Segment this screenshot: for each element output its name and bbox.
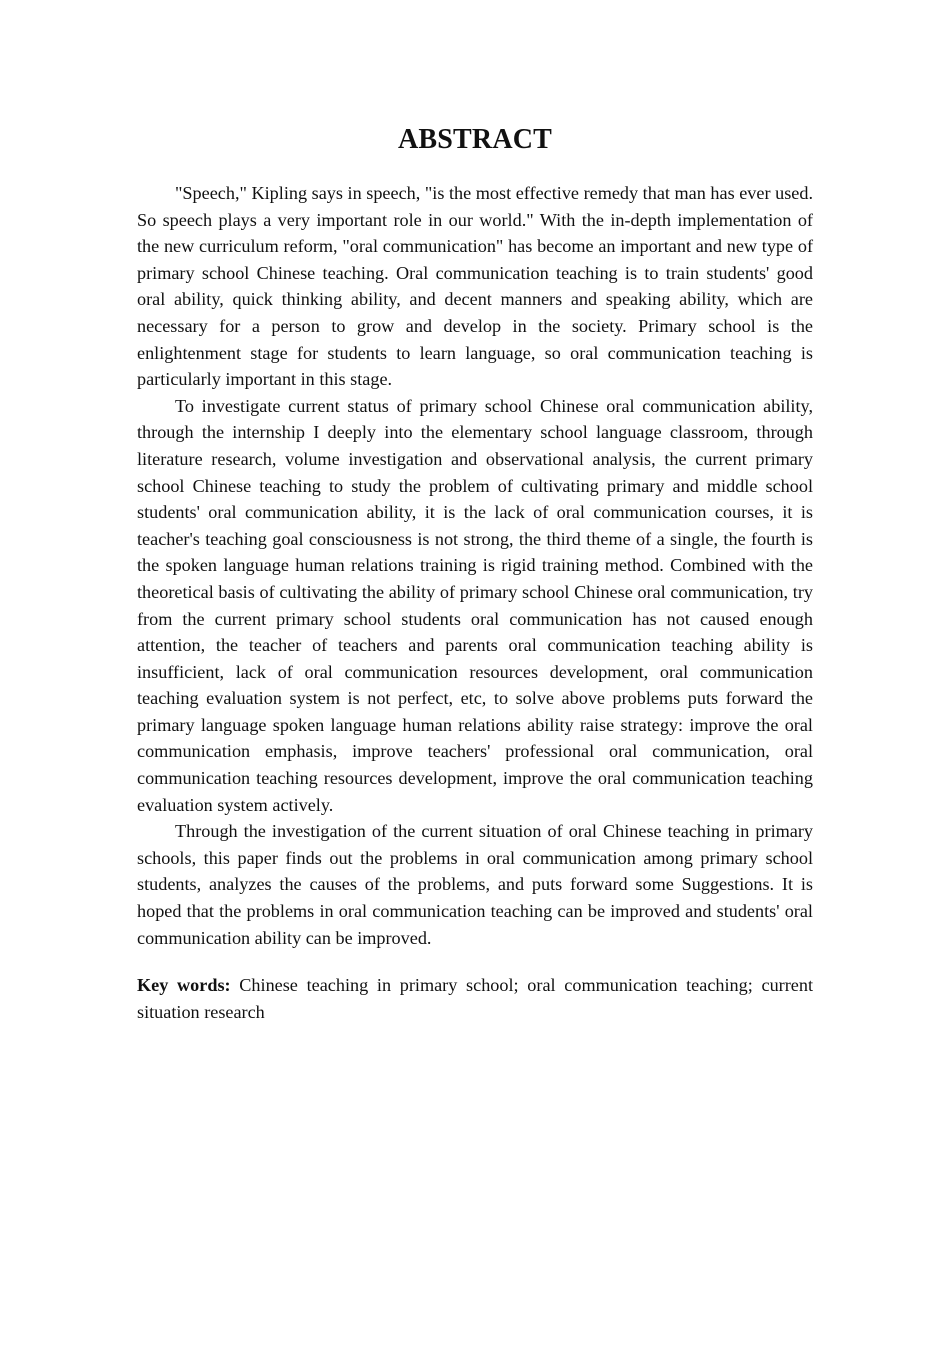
page-title: ABSTRACT [397,124,553,155]
abstract-page [137,120,813,1025]
keywords-line [137,972,813,1025]
keywords-label: Key words: [137,975,231,996]
abstract-paragraph-2: To investigate current status of primary school Chinese oral communication ability, through the internship I deeply into the elementary school language classroom, through literature research, volume investigation and observational analysis, the current primary school Chinese teaching to study the problem of cultivating primary and middle school students' oral communication ability, it is the lack of oral communication courses, it is teacher's teaching goal consciousness is not strong, the third theme of a single, the fourth is the spoken language human relations training is rigid training method. Combined with the theoretical basis of cultivating the ability of primary school Chinese oral communication, try from the current primary school students oral communication has not caused enough attention, the teacher of teachers and parents oral communication teaching ability is insufficient, lack of oral communication resources development, oral communication teaching evaluation system is not perfect, etc, to solve above problems puts forward the primary language spoken language human relations ability raise strategy: improve the oral communication emphasis, improve teachers' professional oral communication, oral communication teaching resources development, improve the oral communication teaching evaluation system actively. [137,395,813,815]
abstract-paragraph-3: Through the investigation of the current situation of oral Chinese teaching in primary schools, this paper finds out the problems in oral communication among primary school students, analyzes the causes of the problems, and puts forward some Suggestions. It is hoped that the problems in oral communication teaching can be improved and students' oral communication ability can be improved. [137,821,813,948]
abstract-paragraph-1: "Speech," Kipling says in speech, "is the most effective remedy that man has ever used. So speech plays a very important role in our world." With the in-depth implementation of the new curriculum reform, "oral communication" has become an important and new type of primary school Chinese teaching. Oral communication teaching is to train students' good oral ability, quick thinking ability, and decent manners and speaking ability, which are necessary for a person to grow and develop in the society. Primary school is the enlightenment stage for students to learn language, so oral communication teaching is particularly important in this stage. [137,183,813,390]
keywords-text: Chinese teaching in primary school; oral communication teaching; current situation research [137,975,813,1022]
